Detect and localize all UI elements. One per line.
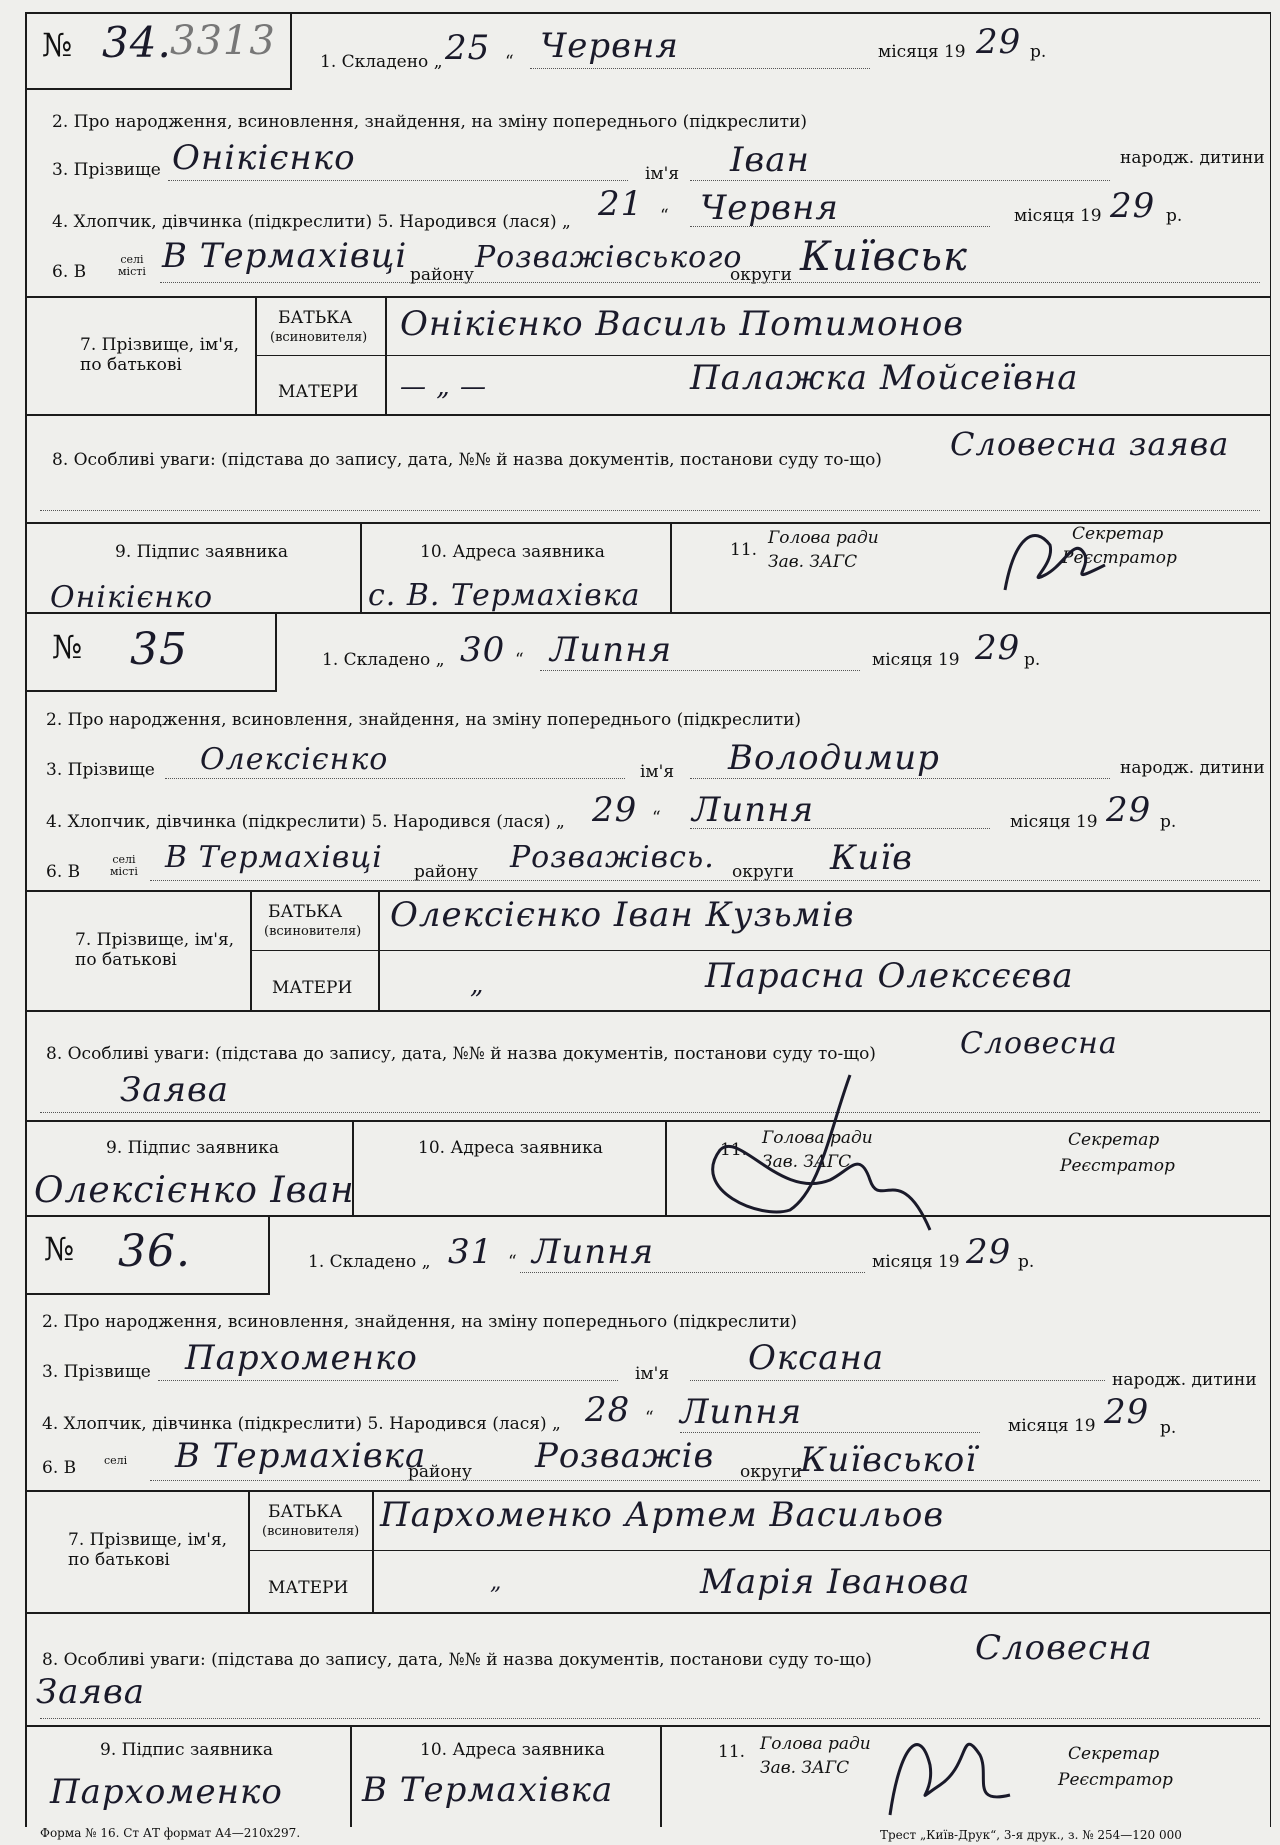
col-divider: [248, 1490, 250, 1612]
father-sub: (всиновителя): [270, 330, 368, 345]
okrug-label: округи: [740, 1462, 802, 1482]
birth-month: Червня: [700, 188, 839, 228]
footer-form-info: Форма № 16. Ст АТ формат А4—210х297.: [40, 1826, 301, 1840]
number-box-bottom: [25, 1293, 270, 1295]
date-month: Червня: [540, 26, 679, 66]
mother-prefix: — „ —: [400, 372, 487, 402]
child-label: народж. дитини: [1112, 1370, 1257, 1390]
field6-label: 6. В: [52, 262, 87, 282]
surname: Пархоменко: [185, 1338, 418, 1378]
official-signature-mark: [680, 1070, 960, 1230]
applicant-signature: Онікієнко: [50, 580, 213, 615]
district: Розважів: [535, 1436, 715, 1476]
applicant-signature: Олексієнко Іван: [34, 1170, 355, 1211]
col-divider: [360, 522, 362, 612]
father-label: БАТЬКА: [268, 1502, 343, 1522]
district-label: району: [408, 1462, 472, 1482]
field1-label: 1. Складено „: [322, 650, 445, 670]
birth-quote: “: [645, 1408, 654, 1428]
field8-label: 8. Особливі уваги: (підстава до запису, дата, №№ й назва документів, постанови суду то-що): [46, 1044, 876, 1064]
field10-label: 10. Адреса заявника: [420, 1740, 605, 1760]
record-number-sign: №: [44, 1230, 75, 1268]
applicant-signature: Пархоменко: [50, 1772, 283, 1812]
field7-label: 7. Прізвище, ім'я, по батькові: [68, 1530, 228, 1570]
registrar-label: Реєстратор: [1058, 1770, 1173, 1790]
field6-label: 6. В: [42, 1458, 77, 1478]
zags-label: Зав. ЗАГС: [768, 552, 858, 572]
place-mist: місті: [110, 865, 138, 878]
registrar-label: Реєстратор: [1062, 548, 1177, 568]
date-day: 25: [445, 28, 491, 68]
field11-label: 11.: [720, 1140, 748, 1160]
date-day: 30: [460, 630, 506, 670]
father-label: БАТЬКА: [278, 308, 353, 328]
father-sub: (всиновителя): [264, 924, 362, 939]
date-quote: “: [508, 1252, 517, 1272]
number-box-bottom: [25, 690, 277, 692]
dots: [540, 670, 860, 671]
field9-label: 9. Підпис заявника: [106, 1138, 280, 1158]
dots: [40, 1112, 1260, 1113]
dots: [158, 1380, 618, 1381]
name-label: ім'я: [640, 762, 675, 782]
birth-year-suffix: р.: [1160, 812, 1177, 832]
notes: Словесна заява: [950, 425, 1230, 463]
dots: [690, 828, 990, 829]
dots: [690, 778, 1110, 779]
field2-text: 2. Про народження, всиновлення, знайдення, на зміну попереднього (підкреслити): [46, 710, 802, 730]
birth-day: 29: [592, 790, 638, 830]
field7-label: 7. Прізвище, ім'я, по батькові: [80, 335, 240, 375]
month-word: місяця 19: [878, 42, 966, 62]
number-box-divider: [275, 612, 277, 692]
given-name: Володимир: [728, 738, 940, 778]
dots: [168, 180, 628, 181]
rule: [25, 1725, 1270, 1727]
field1-label: 1. Складено „: [320, 52, 443, 72]
field10-label: 10. Адреса заявника: [420, 542, 605, 562]
district: Розважівського: [475, 240, 743, 275]
okrug: Київ: [830, 838, 913, 878]
surname: Онікієнко: [172, 138, 356, 178]
zags-label: Зав. ЗАГС: [762, 1152, 852, 1172]
mother-name: Марія Іванова: [700, 1562, 971, 1602]
place-type: [110, 854, 138, 878]
rule: [25, 612, 1270, 614]
okrug: Київськ: [800, 234, 968, 280]
field8-label: 8. Особливі уваги: (підстава до запису, дата, №№ й назва документів, постанови суду то-що): [42, 1650, 872, 1670]
field1-label: 1. Складено „: [308, 1252, 431, 1272]
child-label: народж. дитини: [1120, 148, 1265, 168]
dots: [150, 880, 1260, 881]
okrug-label: округи: [730, 265, 792, 285]
field4-label: 4. Хлопчик, дівчинка (підкреслити) 5. Народився (лася) „: [42, 1414, 561, 1434]
father-sub: (всиновителя): [262, 1524, 360, 1539]
birth-year: 29: [1110, 186, 1156, 226]
record-number: 34.: [102, 18, 172, 67]
date-month: Липня: [550, 630, 673, 670]
frame-top: [25, 12, 1270, 14]
year-suffix: р.: [1018, 1252, 1035, 1272]
dots: [690, 1380, 1105, 1381]
birth-year-suffix: р.: [1160, 1418, 1177, 1438]
notes: Словесна: [975, 1628, 1153, 1668]
birth-day: 21: [598, 184, 644, 224]
mother-prefix: „: [490, 1570, 503, 1595]
place-sel: селі: [112, 853, 136, 866]
number-box-divider: [268, 1215, 270, 1295]
given-name: Оксана: [748, 1338, 885, 1378]
birth-month: Липня: [680, 1392, 803, 1432]
dots: [690, 226, 990, 227]
field3-label: 3. Прізвище: [42, 1362, 151, 1382]
father-name: Пархоменко Артем Васильов: [380, 1495, 945, 1535]
village: В Термахівці: [162, 236, 408, 276]
father-label: БАТЬКА: [268, 902, 343, 922]
field4-label: 4. Хлопчик, дівчинка (підкреслити) 5. Народився (лася) „: [46, 812, 565, 832]
notes-line2: Заява: [120, 1070, 230, 1110]
field8-label: 8. Особливі уваги: (підстава до запису, дата, №№ й назва документів, постанови суду то-що): [52, 450, 882, 470]
birth-year: 29: [1106, 790, 1152, 830]
okrug-label: округи: [732, 862, 794, 882]
year-suffix: р.: [1024, 650, 1041, 670]
dots: [680, 1432, 980, 1433]
head-label: Голова ради: [762, 1128, 873, 1148]
field7-label: 7. Прізвище, ім'я, по батькові: [75, 930, 235, 970]
zags-label: Зав. ЗАГС: [760, 1758, 850, 1778]
dots: [165, 778, 625, 779]
secretary-label: Секретар: [1072, 524, 1164, 544]
head-label: Голова ради: [768, 528, 879, 548]
date-year: 29: [976, 22, 1022, 62]
applicant-address: В Термахівка: [362, 1770, 614, 1810]
date-quote: “: [505, 52, 514, 72]
place-sel: селі: [120, 253, 144, 266]
date-month: Липня: [532, 1232, 655, 1272]
father-name: Олексієнко Іван Кузьмів: [390, 895, 855, 935]
mother-name: Парасна Олексєєва: [705, 956, 1074, 996]
frame-right: [1270, 12, 1271, 1827]
field2-text: 2. Про народження, всиновлення, знайдення, на зміну попереднього (підкреслити): [42, 1312, 798, 1332]
dots: [530, 68, 870, 69]
child-label: народж. дитини: [1120, 758, 1265, 778]
birth-day: 28: [585, 1390, 631, 1430]
secretary-label: Секретар: [1068, 1744, 1160, 1764]
district-label: району: [410, 265, 474, 285]
rule: [25, 1490, 1270, 1492]
okrug: Київської: [800, 1440, 978, 1480]
dots: [150, 1480, 1260, 1481]
rule: [25, 1120, 1270, 1122]
mother-label: МАТЕРИ: [272, 978, 353, 998]
birth-year: 29: [1104, 1392, 1150, 1432]
official-signature-mark: [870, 1705, 1020, 1825]
village: В Термахівці: [165, 840, 383, 875]
name-label: ім'я: [645, 164, 680, 184]
month-word: місяця 19: [872, 1252, 960, 1272]
mother-label: МАТЕРИ: [268, 1578, 349, 1598]
district: Розважівсь.: [510, 840, 715, 875]
secretary-label: Секретар: [1068, 1130, 1160, 1150]
district-label: району: [414, 862, 478, 882]
date-quote: “: [515, 650, 524, 670]
record-number-extra: 3313: [170, 18, 276, 64]
field6-label: 6. В: [46, 862, 81, 882]
field4-label: 4. Хлопчик, дівчинка (підкреслити) 5. Народився (лася) „: [52, 212, 571, 232]
field11-label: 11.: [730, 540, 758, 560]
footer-printer-info: Трест „Київ-Друк“, 3-я друк., з. № 254—120 000: [880, 1828, 1182, 1842]
field3-label: 3. Прізвище: [46, 760, 155, 780]
mother-label: МАТЕРИ: [278, 382, 359, 402]
village: В Термахівка: [175, 1436, 427, 1476]
name-label: ім'я: [635, 1364, 670, 1384]
birth-month-word: місяця 19: [1010, 812, 1098, 832]
dots: [160, 282, 1260, 283]
dots: [690, 180, 1110, 181]
notes-line2: Заява: [36, 1672, 146, 1712]
year-suffix: р.: [1030, 42, 1047, 62]
col-divider: [665, 1120, 667, 1215]
record-number-sign: №: [52, 628, 83, 666]
father-name: Онікієнко Василь Потимонов: [400, 304, 965, 344]
col-divider: [670, 522, 672, 612]
date-year: 29: [966, 1232, 1012, 1272]
mother-name: Палажка Мойсеївна: [690, 358, 1079, 398]
col-divider: [372, 1490, 374, 1612]
rule: [25, 1612, 1270, 1614]
birth-month-word: місяця 19: [1008, 1416, 1096, 1436]
dots: [40, 1718, 1260, 1719]
head-label: Голова ради: [760, 1734, 871, 1754]
record-number: 35: [130, 624, 188, 675]
applicant-address: с. В. Термахівка: [368, 578, 641, 613]
official-signature-mark: [995, 515, 1115, 605]
record-number: 36.: [118, 1226, 191, 1277]
row-divider: [255, 355, 1270, 356]
field10-label: 10. Адреса заявника: [418, 1138, 603, 1158]
dots: [520, 1272, 865, 1273]
rule: [25, 296, 1270, 298]
month-word: місяця 19: [872, 650, 960, 670]
number-box-bottom: [25, 88, 291, 90]
row-divider: [250, 950, 1270, 951]
place-mist: місті: [118, 265, 146, 278]
place-type: [104, 1450, 127, 1469]
mother-prefix: „: [470, 970, 485, 1000]
given-name: Іван: [730, 140, 810, 180]
birth-month-word: місяця 19: [1014, 206, 1102, 226]
place-type: [118, 254, 146, 278]
frame-left: [25, 12, 27, 1827]
birth-quote: “: [660, 206, 669, 226]
dots: [40, 510, 1260, 511]
rule: [25, 1010, 1270, 1012]
field3-label: 3. Прізвище: [52, 160, 161, 180]
field11-label: 11.: [718, 1742, 746, 1762]
rule: [25, 890, 1270, 892]
date-year: 29: [975, 628, 1021, 668]
col-divider: [660, 1725, 662, 1827]
rule: [25, 1215, 1270, 1217]
surname: Олексієнко: [200, 742, 389, 777]
record-number-sign: №: [42, 26, 73, 64]
field9-label: 9. Підпис заявника: [100, 1740, 274, 1760]
date-day: 31: [448, 1232, 494, 1272]
birth-quote: “: [652, 808, 661, 828]
field2-text: 2. Про народження, всиновлення, знайдення, на зміну попереднього (підкреслити): [52, 112, 808, 132]
birth-month: Липня: [692, 790, 815, 830]
field9-label: 9. Підпис заявника: [115, 542, 289, 562]
col-divider: [350, 1725, 352, 1827]
place-sel: селі: [104, 1453, 128, 1467]
birth-year-suffix: р.: [1166, 206, 1183, 226]
number-box-divider: [290, 12, 292, 90]
registrar-label: Реєстратор: [1060, 1156, 1175, 1176]
rule: [25, 414, 1270, 416]
row-divider: [248, 1550, 1270, 1551]
notes: Словесна: [960, 1026, 1118, 1061]
